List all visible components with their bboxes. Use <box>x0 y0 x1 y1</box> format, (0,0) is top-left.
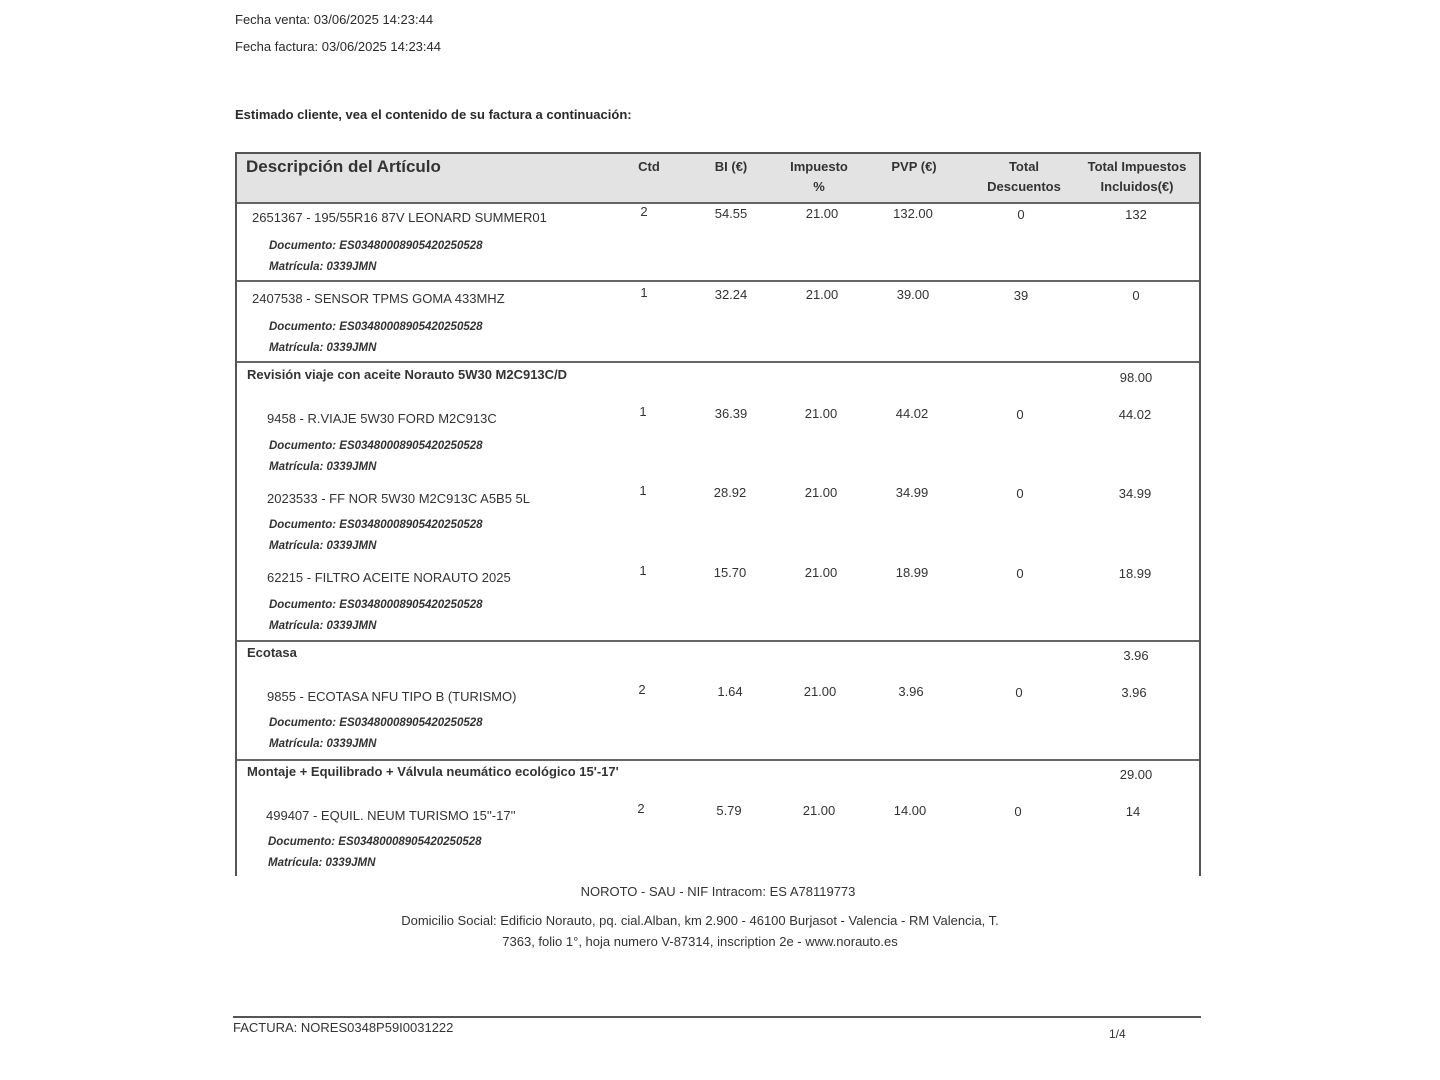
item-matricula: Matrícula: 0339JMN <box>269 540 377 552</box>
group-title: Montaje + Equilibrado + Válvula neumático ecológico 15'-17' <box>247 764 619 779</box>
item-description: 2023533 - FF NOR 5W30 M2C913C A5B5 5L <box>267 491 531 506</box>
item-impuesto: 21.00 <box>804 485 838 500</box>
company-line: NOROTO - SAU - NIF Intracom: ES A78119773 <box>580 884 856 899</box>
company-address <box>340 910 1060 952</box>
col-impuesto-line1: Impuesto <box>790 159 848 174</box>
item-total: 132 <box>1125 207 1147 222</box>
item-total: 14 <box>1125 804 1141 819</box>
item-impuesto: 21.00 <box>804 406 838 421</box>
item-bi: 15.70 <box>713 565 747 580</box>
item-impuesto: 21.00 <box>802 803 836 818</box>
item-descuentos: 0 <box>1016 486 1024 501</box>
col-descuentos-line2: Descuentos <box>987 179 1061 194</box>
item-ctd: 2 <box>640 204 648 219</box>
row-divider <box>237 280 1199 282</box>
item-ctd: 2 <box>637 801 645 816</box>
item-descuentos: 0 <box>1016 407 1024 422</box>
group-total: 3.96 <box>1123 648 1149 663</box>
item-impuesto: 21.00 <box>804 565 838 580</box>
item-total: 44.02 <box>1118 407 1152 422</box>
item-bi: 1.64 <box>717 684 743 699</box>
row-divider <box>237 361 1199 363</box>
col-ctd: Ctd <box>638 159 660 174</box>
item-pvp: 3.96 <box>898 684 924 699</box>
item-matricula: Matrícula: 0339JMN <box>269 261 377 273</box>
group-title: Ecotasa <box>247 645 297 660</box>
invoice-number: FACTURA: NORES0348P59I0031222 <box>233 1020 454 1035</box>
fecha-venta: Fecha venta: 03/06/2025 14:23:44 <box>235 12 434 27</box>
col-pvp: PVP (€) <box>891 159 937 174</box>
address-line-2: 7363, folio 1°, hoja numero V-87314, inscription 2e - www.norauto.es <box>502 934 898 949</box>
item-description: 62215 - FILTRO ACEITE NORAUTO 2025 <box>267 570 511 585</box>
col-impuesto <box>781 157 857 197</box>
col-total-line1: Total Impuestos <box>1087 159 1187 174</box>
fecha-factura: Fecha factura: 03/06/2025 14:23:44 <box>235 39 441 54</box>
item-matricula: Matrícula: 0339JMN <box>269 461 377 473</box>
item-descuentos: 0 <box>1017 207 1025 222</box>
item-ctd: 1 <box>639 483 647 498</box>
item-description: 9458 - R.VIAJE 5W30 FORD M2C913C <box>267 411 497 426</box>
item-descuentos: 0 <box>1015 685 1023 700</box>
table-header <box>237 154 1199 204</box>
intro-text: Estimado cliente, vea el contenido de su factura a continuación: <box>235 107 632 122</box>
invoice-table <box>235 152 1201 876</box>
col-descuentos-line1: Total <box>1008 159 1040 174</box>
address-line-1: Domicilio Social: Edificio Norauto, pq. cial.Alban, km 2.900 - 46100 Burjasot - Valencia - RM Valencia, T. <box>401 913 999 928</box>
item-total: 0 <box>1132 288 1140 303</box>
row-divider <box>237 640 1199 642</box>
item-pvp: 39.00 <box>896 287 930 302</box>
item-total: 3.96 <box>1121 685 1147 700</box>
item-description: 499407 - EQUIL. NEUM TURISMO 15''-17'' <box>266 808 516 823</box>
item-bi: 54.55 <box>714 206 748 221</box>
item-description: 2407538 - SENSOR TPMS GOMA 433MHZ <box>252 291 505 306</box>
col-descuentos <box>979 157 1069 197</box>
item-matricula: Matrícula: 0339JMN <box>269 342 377 354</box>
footer-divider <box>233 1016 1201 1018</box>
col-impuesto-line2: % <box>813 179 825 194</box>
item-bi: 28.92 <box>713 485 747 500</box>
col-total-line2: Incluidos(€) <box>1100 179 1174 194</box>
item-descuentos: 39 <box>1013 288 1029 303</box>
row-divider <box>237 759 1199 761</box>
item-pvp: 132.00 <box>893 206 933 221</box>
item-pvp: 18.99 <box>895 565 929 580</box>
col-bi: BI (€) <box>714 159 748 174</box>
item-ctd: 1 <box>639 563 647 578</box>
item-documento: Documento: ES03480008905420250528 <box>269 440 483 452</box>
item-ctd: 2 <box>638 682 646 697</box>
item-pvp: 14.00 <box>893 803 927 818</box>
item-impuesto: 21.00 <box>805 206 839 221</box>
item-documento: Documento: ES03480008905420250528 <box>269 717 483 729</box>
item-impuesto: 21.00 <box>803 684 837 699</box>
item-bi: 36.39 <box>714 406 748 421</box>
item-documento: Documento: ES03480008905420250528 <box>269 519 483 531</box>
item-documento: Documento: ES03480008905420250528 <box>269 321 483 333</box>
col-descripcion: Descripción del Artículo <box>246 157 441 176</box>
item-description: 2651367 - 195/55R16 87V LEONARD SUMMER01 <box>252 210 547 225</box>
item-total: 34.99 <box>1118 486 1152 501</box>
item-ctd: 1 <box>639 404 647 419</box>
item-pvp: 34.99 <box>895 485 929 500</box>
item-matricula: Matrícula: 0339JMN <box>269 738 377 750</box>
group-total: 98.00 <box>1119 370 1153 385</box>
item-pvp: 44.02 <box>895 406 929 421</box>
item-matricula: Matrícula: 0339JMN <box>269 620 377 632</box>
col-total <box>1075 157 1199 197</box>
item-documento: Documento: ES03480008905420250528 <box>269 240 483 252</box>
item-documento: Documento: ES03480008905420250528 <box>268 836 482 848</box>
item-matricula: Matrícula: 0339JMN <box>268 857 376 869</box>
group-total: 29.00 <box>1119 767 1153 782</box>
item-documento: Documento: ES03480008905420250528 <box>269 599 483 611</box>
item-bi: 32.24 <box>714 287 748 302</box>
item-impuesto: 21.00 <box>805 287 839 302</box>
group-title: Revisión viaje con aceite Norauto 5W30 M2C913C/D <box>247 367 568 382</box>
item-descuentos: 0 <box>1014 804 1022 819</box>
item-ctd: 1 <box>640 285 648 300</box>
page-number: 1/4 <box>1109 1027 1126 1041</box>
item-total: 18.99 <box>1118 566 1152 581</box>
item-description: 9855 - ECOTASA NFU TIPO B (TURISMO) <box>267 689 517 704</box>
item-bi: 5.79 <box>716 803 742 818</box>
item-descuentos: 0 <box>1016 566 1024 581</box>
